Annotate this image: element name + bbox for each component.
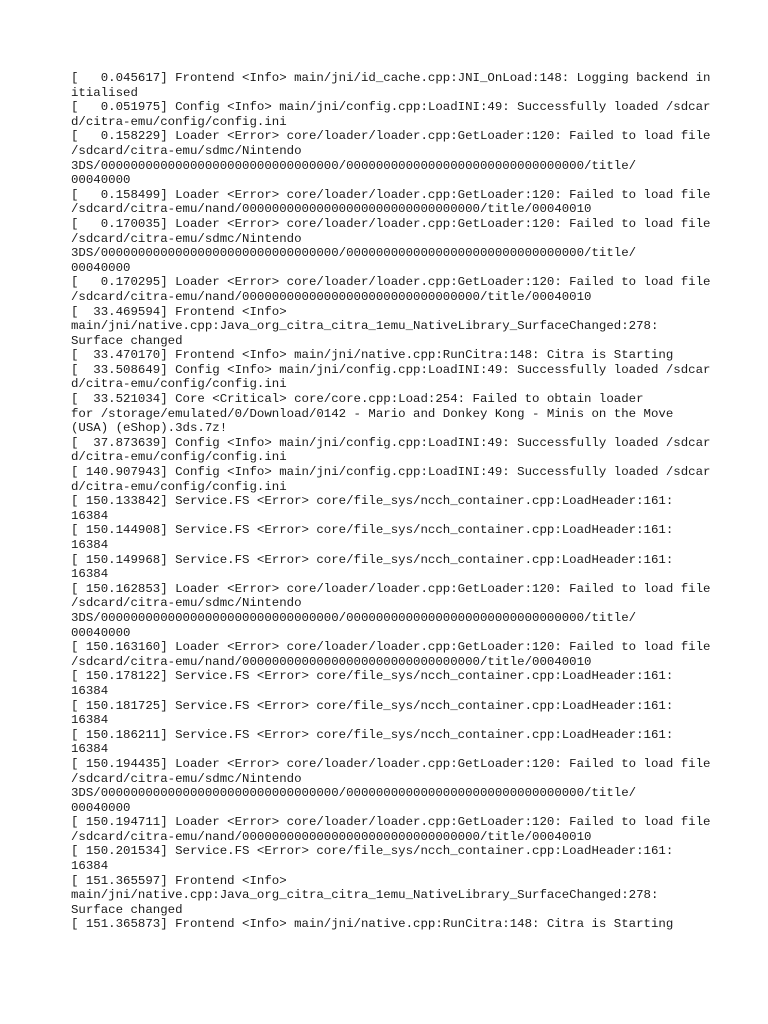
log-line: [ 0.051975] Config <Info> main/jni/config.cpp:LoadINI:49: Successfully loaded /sdcard/citra-emu/config/config.ini [71,100,711,129]
log-line: [ 33.508649] Config <Info> main/jni/config.cpp:LoadINI:49: Successfully loaded /sdcard/citra-emu/config/config.ini [71,362,711,392]
log-line: [ 151.365597] Frontend <Info> main/jni/native.cpp:Java_org_citra_citra_1emu_NativeLibrary_SurfaceChanged:278: Surface changed [71,873,659,917]
log-line: [ 150.181725] Service.FS <Error> core/file_sys/ncch_container.cpp:LoadHeader:161: 16384 [71,698,674,728]
log-line: [ 150.178122] Service.FS <Error> core/file_sys/ncch_container.cpp:LoadHeader:161: 16384 [71,669,674,698]
log-line: [ 150.133842] Service.FS <Error> core/file_sys/ncch_container.cpp:LoadHeader:161: 16384 [71,494,674,523]
log-line: [ 150.194435] Loader <Error> core/loader/loader.cpp:GetLoader:120: Failed to load file /sdcard/citra-emu/sdmc/Nintendo 3DS/00000000000000000000000000000000/00000000000000000000000000000000/title/ 00040000 [71,756,711,815]
log-line: [ 151.365873] Frontend <Info> main/jni/native.cpp:RunCitra:148: Citra is Starting [71,917,674,932]
log-line: [ 150.162853] Loader <Error> core/loader/loader.cpp:GetLoader:120: Failed to load file /sdcard/citra-emu/sdmc/Nintendo 3DS/00000000000000000000000000000000/00000000000000000000000000000000/title/ 00040000 [71,581,711,640]
log-line: [ 150.201534] Service.FS <Error> core/file_sys/ncch_container.cpp:LoadHeader:161: 16384 [71,844,674,874]
log-line: [ 37.873639] Config <Info> main/jni/config.cpp:LoadINI:49: Successfully loaded /sdcard/citra-emu/config/config.ini [71,435,711,465]
log-line: [ 0.170035] Loader <Error> core/loader/loader.cpp:GetLoader:120: Failed to load file /sdcard/citra-emu/sdmc/Nintendo 3DS/00000000000000000000000000000000/00000000000000000000000000000000/title/ 00040000 [71,216,711,275]
log-line: [ 0.158499] Loader <Error> core/loader/loader.cpp:GetLoader:120: Failed to load file /sdcard/citra-emu/nand/00000000000000000000000000000000/title/00040010 [71,187,718,217]
log-line: [ 150.149968] Service.FS <Error> core/file_sys/ncch_container.cpp:LoadHeader:161: 16384 [71,552,674,582]
log-line: [ 150.144908] Service.FS <Error> core/file_sys/ncch_container.cpp:LoadHeader:161: 16384 [71,523,674,552]
log-line: [ 140.907943] Config <Info> main/jni/config.cpp:LoadINI:49: Successfully loaded /sdcard/citra-emu/config/config.ini [71,465,711,494]
log-line: [ 0.045617] Frontend <Info> main/jni/id_cache.cpp:JNI_OnLoad:148: Logging backend initialised [71,71,711,100]
log-line: [ 33.521034] Core <Critical> core/core.cpp:Load:254: Failed to obtain loader for /storage/emulated/0/Download/0142 - Mario and Donkey Kong - Minis on the Move (USA) (eShop).3ds.7z! [71,392,674,436]
log-line: [ 33.470170] Frontend <Info> main/jni/native.cpp:RunCitra:148: Citra is Starting [71,348,674,363]
log-line: [ 0.158229] Loader <Error> core/loader/loader.cpp:GetLoader:120: Failed to load file /sdcard/citra-emu/sdmc/Nintendo 3DS/00000000000000000000000000000000/00000000000000000000000000000000/title/ 00040000 [71,129,711,188]
log-line: [ 150.163160] Loader <Error> core/loader/loader.cpp:GetLoader:120: Failed to load file /sdcard/citra-emu/nand/00000000000000000000000000000000/title/00040010 [71,640,718,669]
log-line: [ 150.194711] Loader <Error> core/loader/loader.cpp:GetLoader:120: Failed to load file /sdcard/citra-emu/nand/00000000000000000000000000000000/title/00040010 [71,815,718,844]
log-output [71,71,718,932]
log-line: [ 33.469594] Frontend <Info> main/jni/native.cpp:Java_org_citra_citra_1emu_NativeLibrary_SurfaceChanged:278: Surface changed [71,304,659,348]
log-line: [ 0.170295] Loader <Error> core/loader/loader.cpp:GetLoader:120: Failed to load file /sdcard/citra-emu/nand/00000000000000000000000000000000/title/00040010 [71,275,718,304]
log-line: [ 150.186211] Service.FS <Error> core/file_sys/ncch_container.cpp:LoadHeader:161: 16384 [71,727,674,757]
